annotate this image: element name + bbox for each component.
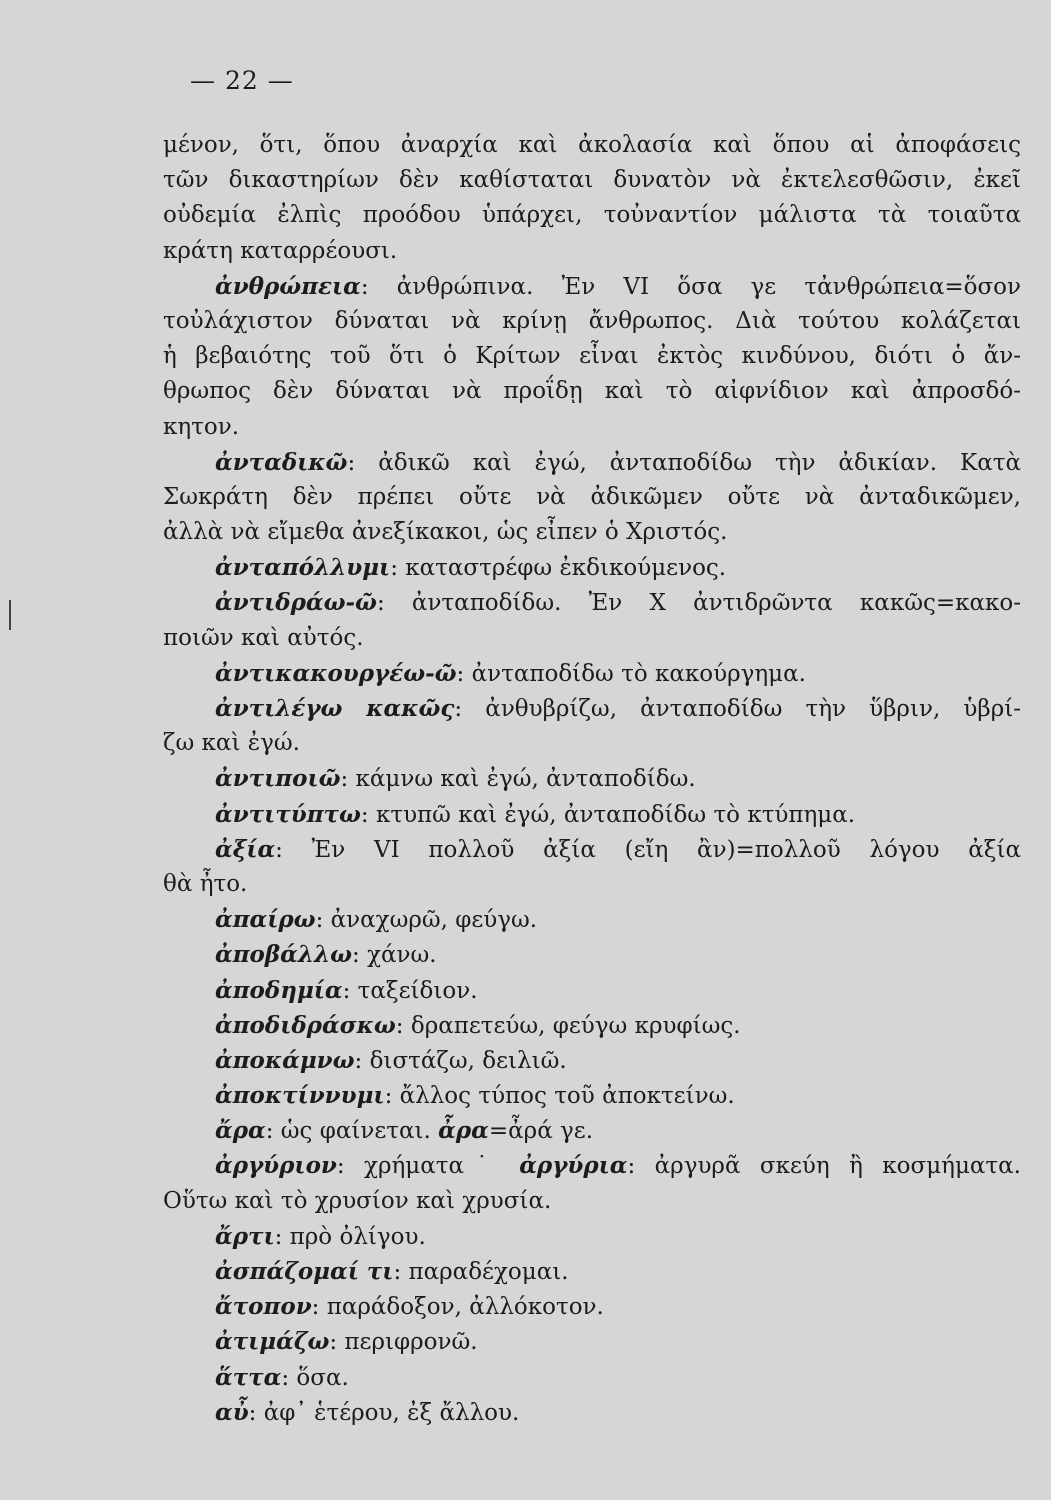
headword: ἀξία [215,835,276,863]
text-line: κράτη καταρρέουσι. [163,237,398,264]
headword: ἀποβάλλω [215,941,353,969]
headword: ἀπαίρω [215,906,316,934]
text-line: Οὕτω καὶ τὸ χρυσίον καὶ χρυσία. [163,1187,552,1214]
text-line: ζω καὶ ἐγώ. [163,730,300,757]
glossary-entry: ἄτοπον: παράδοξον, ἀλλόκοτον. [215,1293,604,1321]
headword: ἀποκάμνω [215,1046,355,1074]
headword: ἀνταδικῶ [215,448,348,476]
margin-mark [9,600,11,630]
glossary-entry: ἀποκτίννυμι: ἄλλος τύπος τοῦ ἀποκτείνω. [215,1082,735,1110]
glossary-entry: ἀντιποιῶ: κάμνω καὶ ἐγώ, ἀνταποδίδω. [215,765,696,793]
glossary-entry: ἀξία: Ἐν VI πολλοῦ ἀξία (εἴη ἂν)=πολλοῦ λόγου ἀξία [215,835,1021,863]
headword: ἀνθρώπεια [215,272,361,300]
headword: ἆρα [438,1117,489,1145]
headword: ἀντιποιῶ [215,765,341,793]
glossary-entry: ἅττα: ὅσα. [215,1363,349,1391]
text-line: Σωκράτη δὲν πρέπει οὔτε νὰ ἀδικῶμεν οὔτε νὰ ἀνταδικῶμεν, [163,483,1021,510]
text-line: ποιῶν καὶ αὐτός. [163,624,364,651]
headword: ἀποκτίννυμι [215,1082,385,1110]
glossary-entry: ἀποκάμνω: διστάζω, δειλιῶ. [215,1046,567,1074]
glossary-entry: ἀντικακουργέω-ῶ: ἀνταποδίδω τὸ κακούργημα. [215,659,806,687]
glossary-text [163,128,1021,1430]
text-line: μένον, ὅτι, ὅπου ἀναρχία καὶ ἀκολασία καὶ ὅπου αἱ ἀποφάσεις [163,132,1021,158]
glossary-entry: ἄρα: ὡς φαίνεται. ἆρα=ἆρά γε. [215,1117,594,1145]
text-line: οὐδεμία ἐλπὶς προόδου ὑπάρχει, τοὐναντίον μάλιστα τὰ τοιαῦτα [163,202,1021,229]
headword: ἀργύρια [519,1152,628,1180]
text-line: θρωπος δὲν δύναται νὰ προΐδῃ καὶ τὸ αἰφνίδιον καὶ ἀπροσδό- [163,378,1021,405]
glossary-entry: ἀποδημία: ταξείδιον. [215,976,478,1004]
headword: ἀνταπόλλυμι [215,554,391,582]
glossary-entry: ἀποδιδράσκω: δραπετεύω, φεύγω κρυφίως. [215,1011,741,1039]
headword: ἀντιλέγω κακῶς [215,695,455,722]
text-line: ἀλλὰ νὰ εἴμεθα ἀνεξίκακοι, ὡς εἶπεν ὁ Χριστός. [163,519,728,546]
glossary-entry: ἄρτι: πρὸ ὀλίγου. [215,1222,426,1250]
headword: ἀργύριον [215,1152,337,1180]
glossary-entry: ἀνταπόλλυμι: καταστρέφω ἐκδικούμενος. [215,554,727,582]
glossary-entry: ἀργύριον: χρήματα˙ ἀργύρια: ἀργυρᾶ σκεύη ἢ κοσμήματα. [215,1152,1021,1180]
glossary-entry: ἀτιμάζω: περιφρονῶ. [215,1328,478,1356]
text-line: τῶν δικαστηρίων δὲν καθίσταται δυνατὸν νὰ ἐκτελεσθῶσιν, ἐκεῖ [163,167,1021,194]
headword: αὖ [215,1398,249,1426]
headword: ἄρτι [215,1222,275,1250]
glossary-entry: ἀντιδράω-ῶ: ἀνταποδίδω. Ἐν Χ ἀντιδρῶντα κακῶς=κακο- [215,589,1021,617]
headword: ἅττα [215,1363,282,1391]
glossary-entry: ἀντιλέγω κακῶς: ἀνθυβρίζω, ἀνταποδίδω τὴν ὕβριν, ὑβρί- [215,695,1021,722]
headword: ἀντικακουργέω-ῶ [215,659,457,687]
glossary-entry: ἀνθρώπεια: ἀνθρώπινα. Ἐν VI ὅσα γε τἀνθρώπεια=ὅσον [215,272,1021,300]
headword: ἄρα [215,1117,266,1145]
headword: ἀτιμάζω [215,1328,330,1356]
headword: ἀσπάζομαί τι [215,1258,394,1285]
text-line: θὰ ἦτο. [163,870,248,897]
glossary-entry: ἀντιτύπτω: κτυπῶ καὶ ἐγώ, ἀνταποδίδω τὸ κτύπημα. [215,800,856,828]
headword: ἀντιτύπτω [215,800,361,828]
glossary-entry: ἀνταδικῶ: ἀδικῶ καὶ ἐγώ, ἀνταποδίδω τὴν ἀδικίαν. Κατὰ [215,448,1021,476]
text-line: κητον. [163,413,240,440]
glossary-entry: αὖ: ἀφ᾽ ἑτέρου, ἐξ ἄλλου. [215,1398,520,1426]
glossary-entry: ἀποβάλλω: χάνω. [215,941,437,969]
text-line: τοὐλάχιστον δύναται νὰ κρίνῃ ἄνθρωπος. Διὰ τούτου κολάζεται [163,307,1021,334]
glossary-entry: ἀπαίρω: ἀναχωρῶ, φεύγω. [215,906,538,934]
glossary-entry: ἀσπάζομαί τι: παραδέχομαι. [215,1258,569,1285]
text-line: ἡ βεβαιότης τοῦ ὅτι ὁ Κρίτων εἶναι ἐκτὸς κινδύνου, διότι ὁ ἄν- [163,343,1021,370]
page-number: — 22 — [190,66,294,95]
headword: ἄτοπον [215,1293,312,1321]
headword: ἀποδιδράσκω [215,1011,396,1039]
headword: ἀποδημία [215,976,343,1004]
headword: ἀντιδράω-ῶ [215,589,377,617]
